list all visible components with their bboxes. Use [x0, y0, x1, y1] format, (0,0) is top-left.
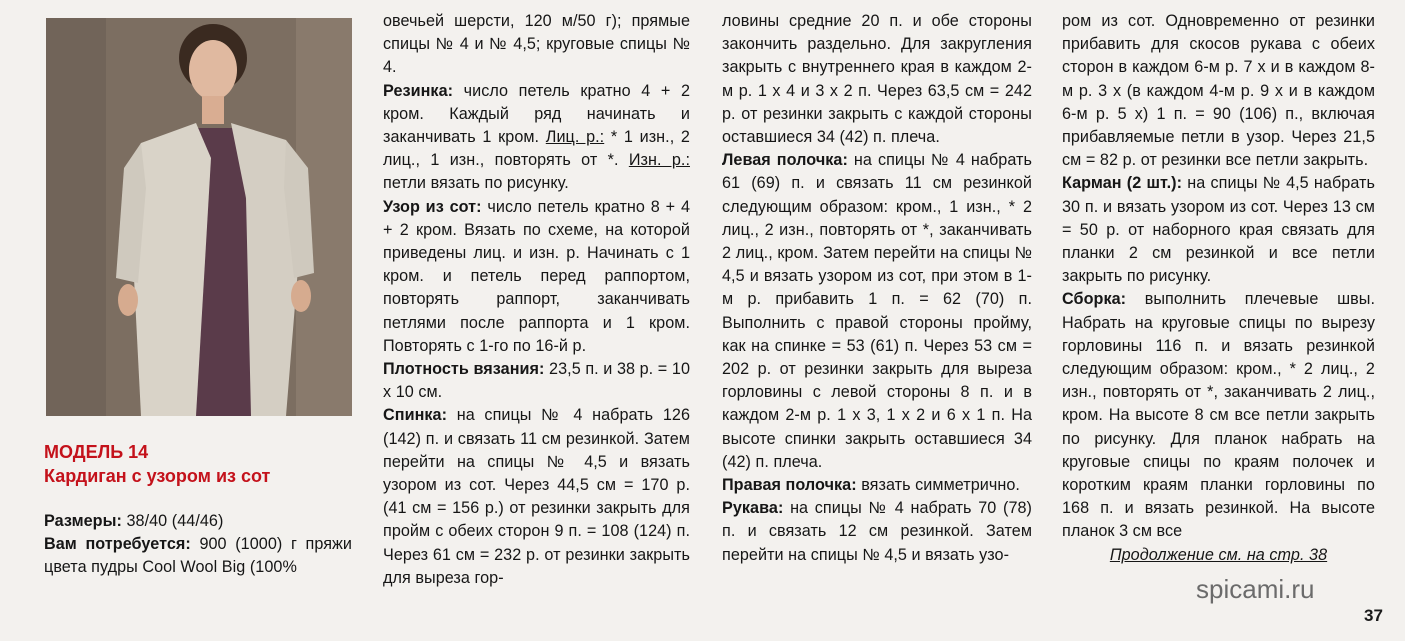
model-title: Кардиган с узором из сот — [44, 466, 271, 486]
rib-right-row-label: Лиц. р.: — [545, 128, 605, 147]
continuation-paragraph — [1062, 544, 1375, 567]
pocket-text: на спицы № 4,5 набрать 30 п. и вязать узором из сот. Через 13 см = 50 р. от наборного края связать для планки 2 см резинкой и все петли закрыть по рисунку. — [1062, 174, 1375, 286]
honeycomb-paragraph — [383, 196, 690, 358]
column-1 — [44, 510, 352, 580]
left-front-label: Левая полочка: — [722, 151, 848, 170]
sizes-label: Размеры: — [44, 512, 122, 530]
honeycomb-label: Узор из сот: — [383, 197, 482, 216]
gauge-paragraph — [383, 358, 690, 404]
sleeves-paragraph — [722, 497, 1032, 567]
sleeves-label: Рукава: — [722, 499, 784, 518]
left-front-paragraph — [722, 149, 1032, 474]
back-label: Спинка: — [383, 406, 448, 425]
model-heading — [44, 440, 270, 488]
gauge-text: 23,5 п. и 38 р. = 10 x 10 см. — [383, 360, 690, 402]
rib-wrong-row-label: Изн. р.: — [628, 151, 690, 170]
assembly-paragraph — [1062, 288, 1375, 543]
column-3 — [722, 10, 1032, 567]
sleeves-text: на спицы № 4 набрать 70 (78) п. и связать 12 см резинкой. Затем перейти на спицы № 4,5 и вязать узо- — [722, 499, 1032, 564]
left-front-text: на спицы № 4 набрать 61 (69) п. и связать 11 см резинкой следующим образом: кром., 1 изн., * 2 лиц., 2 изн., повторять от *, заканчивать 2 лиц., кром. Затем перейти на спицы № 4,5 и вязать узором из сот, при этом в 1-м р. прибавить 1 п. = 62 (70) п. Выполнить с правой стороны пройму, как на спинке = 53 (61) п. Через 53 см = 202 р. от резинки закрыть для выреза горловины с левой стороны 8 п. и в каждом 2-м р. 1 x 3, 1 x 2 и 6 x 1 п. На высоте спинки закрыть оставшиеся 34 (42) п. плеча. — [722, 151, 1032, 471]
right-front-paragraph — [722, 474, 1032, 497]
honeycomb-text: число петель кратно 8 + 4 + 2 кром. Вязать по схеме, на которой приведены лиц. и изн. р. Начинать с 1 кром. и петель перед раппортом, повторять раппорт, заканчивать петлями после раппорта и 1 кром. Повторять с 1-го по 16-й р. — [383, 197, 690, 355]
back-continued: ловины средние 20 п. и обе стороны закончить раздельно. Для закругления закрыть с внутреннего края в каждом 2-м р. 1 x 4 и 3 x 2 п. Через 63,5 см = 242 р. от резинки закрыть с каждой стороны оставшиеся 34 (42) п. плеча. — [722, 12, 1032, 147]
column-4 — [1062, 10, 1375, 567]
column-2 — [383, 10, 690, 590]
sleeves-continued: ром из сот. Одновременно от резинки прибавить для скосов рукава с обеих сторон в каждом 6-м р. 7 x и в каждом 8-м р. 3 x (в каждом 4-м р. 9 x и в каждом 6-м р. 5 x) 1 п. = 90 (106) п., включая прибавляемые петли в узор. Через 21,5 см = 82 р. от резинки все петли закрыть. — [1062, 12, 1375, 170]
rib-text-c: петли вязать по рисунку. — [383, 174, 569, 193]
back-text: на спицы № 4 набрать 126 (142) п. и связать 11 см резинкой. Затем перейти на спицы № 4,5 и вязать узором из сот. Через 44,5 см = 170 р. (41 см = 156 р.) от резинки закрыть для пройм с обеих сторон 9 п. = 108 (124) п. Через 61 см = 232 р. от резинки закрыть для выреза гор- — [383, 406, 690, 587]
materials-text: 900 (1000) г пряжи цвета пудры Cool Wool Big (100% — [44, 535, 352, 577]
materials-continued: овечьей шерсти, 120 м/50 г); прямые спицы № 4 и № 4,5; круговые спицы № 4. — [383, 12, 690, 77]
right-front-label: Правая полочка: — [722, 476, 857, 495]
assembly-text: выполнить плечевые швы. Набрать на круговые спицы по вырезу горловины 116 п. и вязать резинкой следующим образом: кром., * 2 лиц., 2 изн., повторять от *, заканчивать 2 лиц., кром. На высоте 8 см все петли закрыть по рисунку. Для планок набрать на круговые спицы по краям полочек и коротким краям планки горловины по 168 п. и вязать резинкой. На высоте планок 3 см все — [1062, 290, 1375, 541]
rib-label: Резинка: — [383, 81, 454, 100]
back-paragraph — [383, 404, 690, 590]
pocket-paragraph — [1062, 172, 1375, 288]
watermark: spicami.ru — [1196, 574, 1315, 604]
cardigan-model-illustration — [46, 18, 352, 416]
right-front-text: вязать симметрично. — [856, 476, 1020, 495]
rib-paragraph — [383, 80, 690, 196]
assembly-label: Сборка: — [1062, 290, 1127, 309]
materials-paragraph — [44, 533, 352, 579]
gauge-label: Плотность вязания: — [383, 360, 545, 379]
page-number: 37 — [1364, 606, 1383, 625]
model-number: МОДЕЛЬ 14 — [44, 442, 149, 462]
rib-text-b: * 1 изн., 2 лиц., 1 изн., повторять от *. — [383, 128, 690, 170]
pocket-label: Карман (2 шт.): — [1062, 174, 1183, 193]
sizes-text: 38/40 (44/46) — [121, 512, 224, 530]
materials-label: Вам потребуется: — [44, 535, 191, 554]
sizes-paragraph — [44, 510, 352, 533]
continuation-link[interactable]: Продолжение см. на стр. 38 — [1109, 545, 1328, 564]
rib-text-a: число петель кратно 4 + 2 кром. Каждый ряд начинать и заканчивать 1 кром. — [383, 81, 690, 147]
model-photo — [46, 18, 352, 416]
